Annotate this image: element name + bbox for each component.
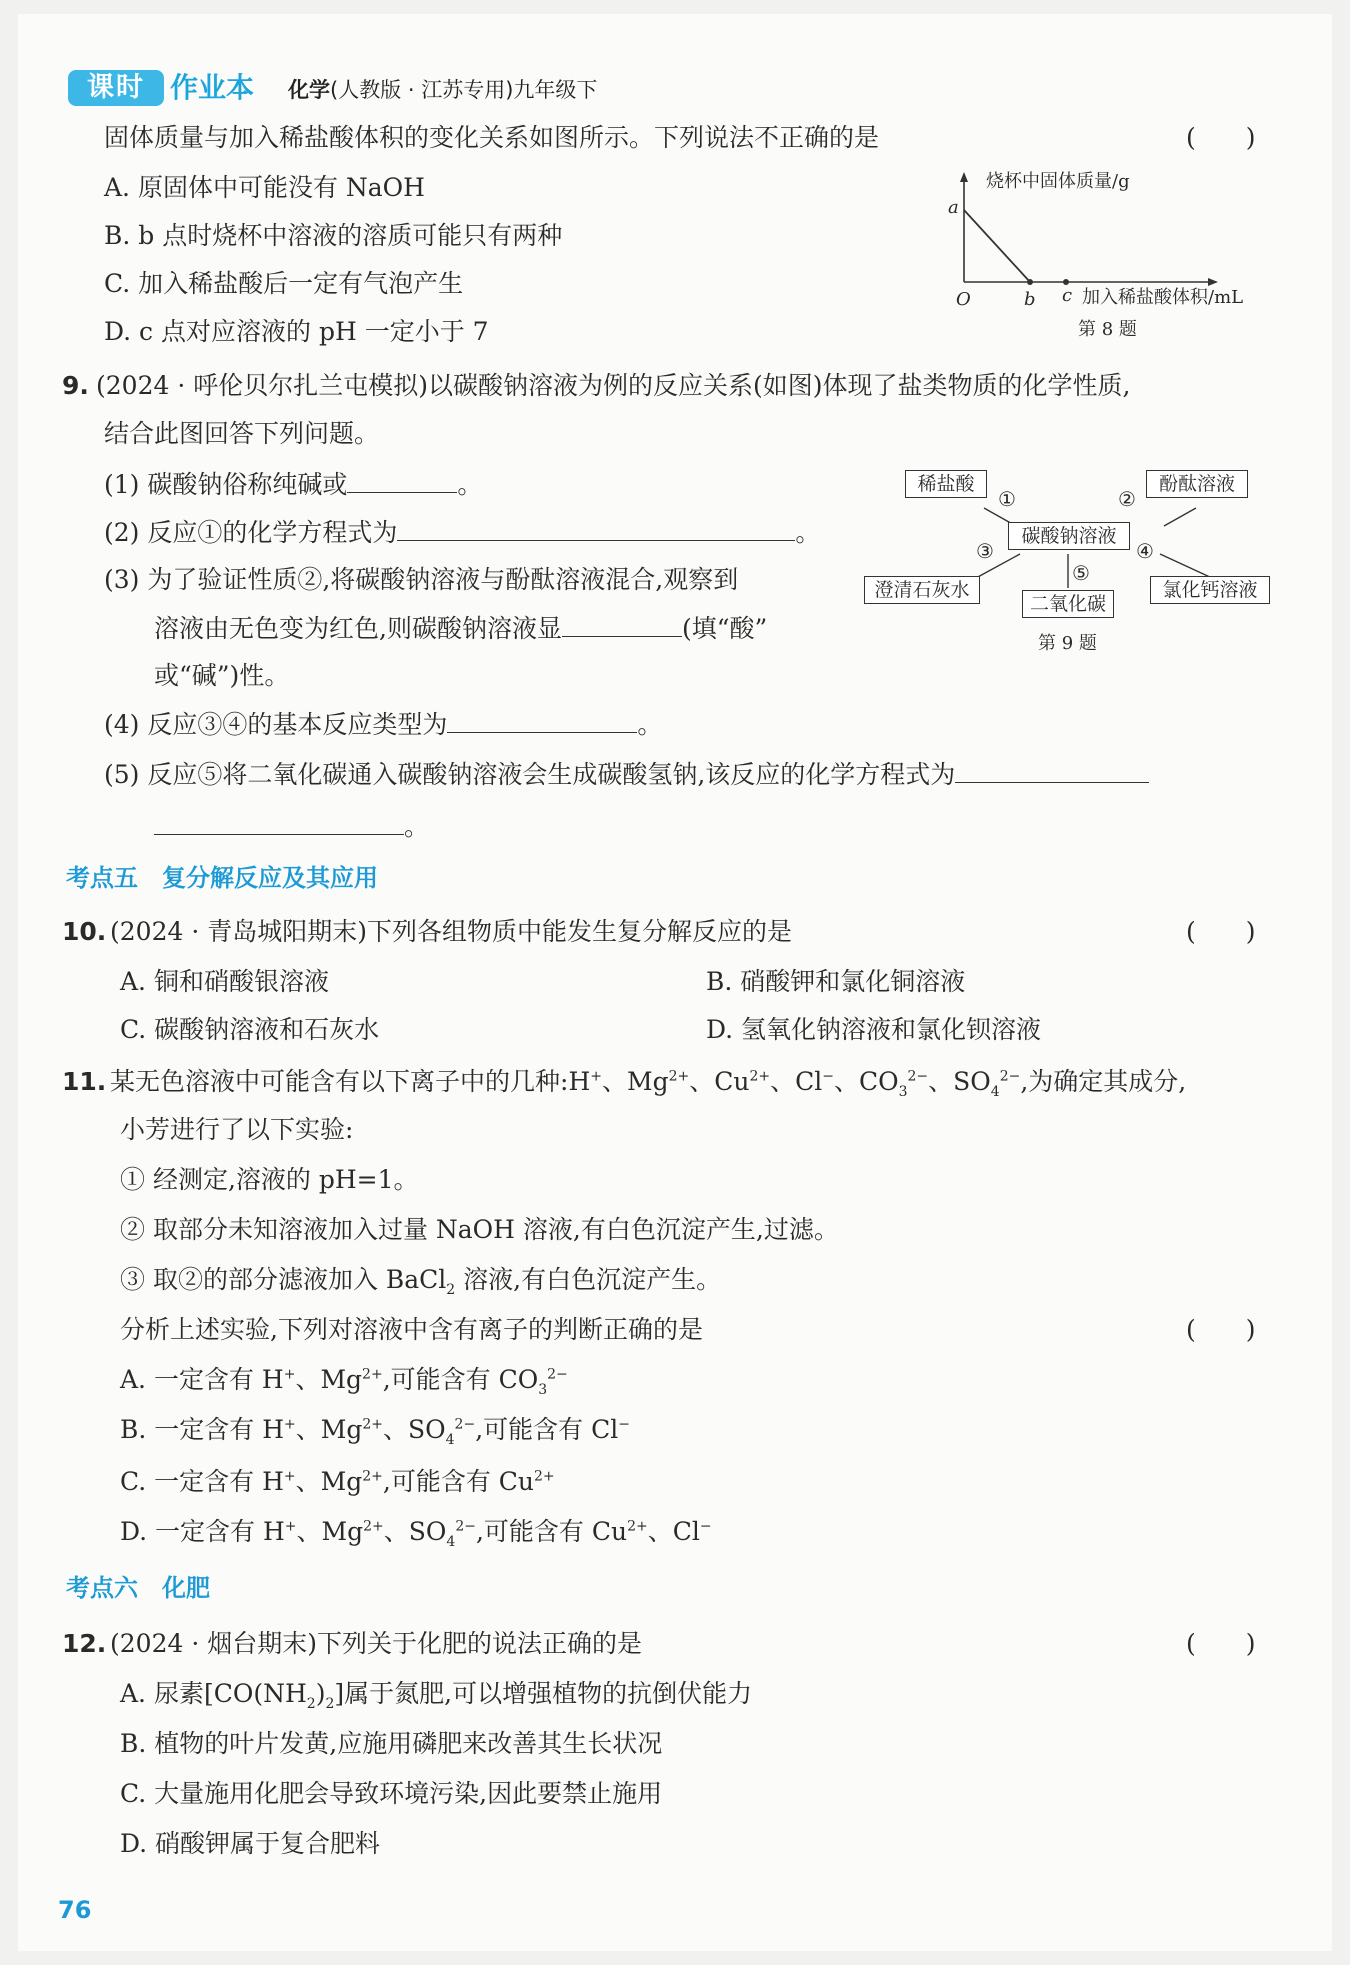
q8-option-b: B. b 点时烧杯中溶液的溶质可能只有两种: [104, 221, 563, 250]
q9-part3-line2: [154, 612, 767, 645]
q9-caption: 第 9 题: [1038, 633, 1097, 654]
page-number: 76: [58, 1896, 92, 1924]
q9-node-cacl2: 氯化钙溶液: [1150, 576, 1270, 604]
q9-part5-blank2[interactable]: [154, 810, 404, 835]
q11-experiment-3: ③ 取②的部分滤液加入 BaCl$_2$ 溶液,有白色沉淀产生。: [120, 1265, 722, 1298]
section-6-title: 考点六 化肥: [66, 1574, 210, 1602]
q11-number: 11.: [62, 1067, 107, 1096]
q9-part3-hint: (填“酸”: [681, 614, 768, 643]
q9-stem-line1: (2024 · 呼伦贝尔扎兰屯模拟)以碳酸钠溶液为例的反应关系(如图)体现了盐类物质的化学性质,: [96, 371, 1131, 400]
brand-title: 作业本: [170, 71, 255, 104]
q9-stem-line2: 结合此图回答下列问题。: [104, 419, 380, 448]
q9-part5-line2: [154, 810, 429, 843]
q11-option-d: D. 一定含有 H+、$Mg^{2+}$、$SO_4^{2-}$,可能含有 $Cu^{2+}$、Cl−: [120, 1517, 712, 1550]
q9-node-phenolphthalein: 酚酞溶液: [1146, 470, 1248, 498]
q12-stem: (2024 · 烟台期末)下列关于化肥的说法正确的是: [110, 1629, 642, 1658]
q9-part3-line1: (3) 为了验证性质②,将碳酸钠溶液与酚酞溶液混合,观察到: [104, 565, 739, 594]
q10-stem: (2024 · 青岛城阳期末)下列各组物质中能发生复分解反应的是: [110, 917, 792, 946]
q9-part4-end: 。: [637, 710, 663, 739]
section-5-title: 考点五 复分解反应及其应用: [66, 864, 378, 892]
q11-oc-text: C. 一定含有 H: [120, 1467, 284, 1496]
q8-x-arrow: [1208, 278, 1218, 286]
q8-o-label: O: [956, 289, 971, 310]
q11-option-b: B. 一定含有 H+、$Mg^{2+}$、$SO_4^{2-}$,可能含有 Cl−: [120, 1415, 630, 1448]
q9-node-limewater: 澄清石灰水: [864, 576, 980, 604]
q9-link-2: [1164, 508, 1196, 526]
subject-title: [288, 76, 597, 104]
q8-option-d: D. c 点对应溶液的 pH 一定小于 7: [104, 317, 489, 346]
q9-part5-blank[interactable]: [955, 758, 1149, 783]
q9-node-center: 碳酸钠溶液: [1008, 522, 1130, 550]
q9-link-4: [1160, 554, 1212, 578]
q11-oa-text: A. 一定含有 H: [120, 1365, 284, 1394]
q11-ob-text: B. 一定含有 H: [120, 1415, 285, 1444]
q9-mark-5: ⑤: [1072, 561, 1090, 585]
q9-part3-text: 溶液由无色变为红色,则碳酸钠溶液显: [154, 614, 562, 643]
logo: 课时: [68, 70, 164, 106]
q10-answer-paren: ( ): [1186, 917, 1256, 946]
q8-x-label: 加入稀盐酸体积/mL: [1082, 287, 1244, 308]
q11-e3-text: ③ 取②的部分滤液加入 BaCl: [120, 1265, 447, 1294]
q9-part5: [104, 758, 1149, 791]
q8-answer-paren: ( ): [1186, 123, 1256, 152]
q8-caption: 第 8 题: [1078, 319, 1137, 340]
q9-part2-text: (2) 反应①的化学方程式为: [104, 518, 398, 547]
edition: (人教版 · 江苏专用)九年级下: [330, 78, 598, 102]
q8-y-arrow: [960, 172, 968, 182]
q8-c-label: c: [1062, 285, 1073, 306]
q11-option-a: A. 一定含有 H+、$Mg^{2+}$,可能含有 $CO_3^{2-}$: [120, 1365, 568, 1398]
q8-y-label: 烧杯中固体质量/g: [986, 171, 1130, 192]
q9-mark-3: ③: [976, 539, 994, 563]
q10-option-b: B. 硝酸钾和氯化铜溶液: [706, 967, 966, 996]
q8-curve: [964, 210, 1030, 282]
q9-part1-blank[interactable]: [347, 468, 457, 493]
q9-part1-text: (1) 碳酸钠俗称纯碱或: [104, 470, 348, 499]
q8-stem: 固体质量与加入稀盐酸体积的变化关系如图所示。下列说法不正确的是: [104, 123, 880, 152]
q12-answer-paren: ( ): [1186, 1629, 1256, 1658]
q12-option-c: C. 大量施用化肥会导致环境污染,因此要禁止施用: [120, 1779, 663, 1808]
q9-node-co2: 二氧化碳: [1022, 590, 1114, 618]
q12-oa-text-2: ): [315, 1679, 326, 1708]
q8-b-label: b: [1024, 289, 1036, 310]
q11-od-text-2: ,可能含有 Cu: [475, 1517, 628, 1546]
q9-part1: [104, 468, 482, 501]
q11-ob-text-2: ,可能含有 Cl: [475, 1415, 619, 1444]
q11-option-c: C. 一定含有 H+、$Mg^{2+}$,可能含有 $Cu^{2+}$: [120, 1467, 555, 1496]
q9-part3-blank[interactable]: [562, 612, 682, 637]
q9-mark-4: ④: [1136, 539, 1154, 563]
q9-part2: [104, 516, 820, 549]
q12-oa-text-3: ]属于氮肥,可以增强植物的抗倒伏能力: [334, 1679, 753, 1708]
q10-option-a: A. 铜和硝酸银溶液: [120, 967, 329, 996]
q9-mark-2: ②: [1118, 487, 1136, 511]
q9-part5-text: (5) 反应⑤将二氧化碳通入碳酸钠溶液会生成碳酸氢钠,该反应的化学方程式为: [104, 760, 956, 789]
q9-mark-1: ①: [998, 487, 1016, 511]
q12-option-d: D. 硝酸钾属于复合肥料: [120, 1829, 381, 1858]
q11-e3-text-2: 溶液,有白色沉淀产生。: [455, 1265, 722, 1294]
q11-experiment-2: ② 取部分未知溶液加入过量 NaOH 溶液,有白色沉淀产生,过滤。: [120, 1215, 839, 1244]
q9-part1-end: 。: [457, 470, 483, 499]
subject-name: 化学: [288, 78, 330, 102]
q11-experiment-1: ① 经测定,溶液的 pH=1。: [120, 1165, 419, 1194]
q11-stem-prefix: 某无色溶液中可能含有以下离子中的几种:: [110, 1067, 569, 1096]
q11-oa-text-2: ,可能含有 CO: [382, 1365, 539, 1394]
q12-number: 12.: [62, 1629, 107, 1658]
q9-node-hcl: 稀盐酸: [905, 470, 987, 498]
q12-option-a: A. 尿素$[CO(NH_2)_2]$属于氮肥,可以增强植物的抗倒伏能力: [120, 1679, 753, 1712]
q11-oc-text-2: ,可能含有 Cu: [382, 1467, 534, 1496]
q8-option-a: A. 原固体中可能没有 NaOH: [104, 173, 425, 202]
q9-part5-end: 。: [404, 812, 430, 841]
q11-stem-line2: 小芳进行了以下实验:: [120, 1115, 354, 1144]
q9-part3-line3: 或“碱”)性。: [154, 661, 290, 690]
q12-option-b: B. 植物的叶片发黄,应施用磷肥来改善其生长状况: [120, 1729, 663, 1758]
q11-answer-paren: ( ): [1186, 1315, 1256, 1344]
q10-option-c: C. 碳酸钠溶液和石灰水: [120, 1015, 380, 1044]
q11-question: 分析上述实验,下列对溶液中含有离子的判断正确的是: [120, 1315, 703, 1344]
q10-number: 10.: [62, 917, 107, 946]
q9-part4-text: (4) 反应③④的基本反应类型为: [104, 710, 448, 739]
q10-option-d: D. 氢氧化钠溶液和氯化钡溶液: [706, 1015, 1042, 1044]
q9-part2-end: 。: [795, 518, 821, 547]
q11-stem: 某无色溶液中可能含有以下离子中的几种:H+、$Mg^{2+}$、$Cu^{2+}$、Cl−、$CO_3^{2-}$、$SO_4^{2-}$,为确定其成分,: [110, 1067, 1187, 1100]
q9-number: 9.: [62, 371, 89, 400]
q8-option-c: C. 加入稀盐酸后一定有气泡产生: [104, 269, 464, 298]
q9-part2-blank[interactable]: [397, 516, 795, 541]
q8-point-b: [1027, 279, 1033, 285]
q8-a-label: a: [948, 197, 959, 218]
q12-oa-text-1: A. 尿素[CO(NH: [120, 1679, 307, 1708]
q9-part4-blank[interactable]: [447, 708, 637, 733]
q9-part4: [104, 708, 662, 741]
q11-od-text: D. 一定含有 H: [120, 1517, 285, 1546]
q11-stem-suffix: ,为确定其成分,: [1020, 1067, 1187, 1096]
